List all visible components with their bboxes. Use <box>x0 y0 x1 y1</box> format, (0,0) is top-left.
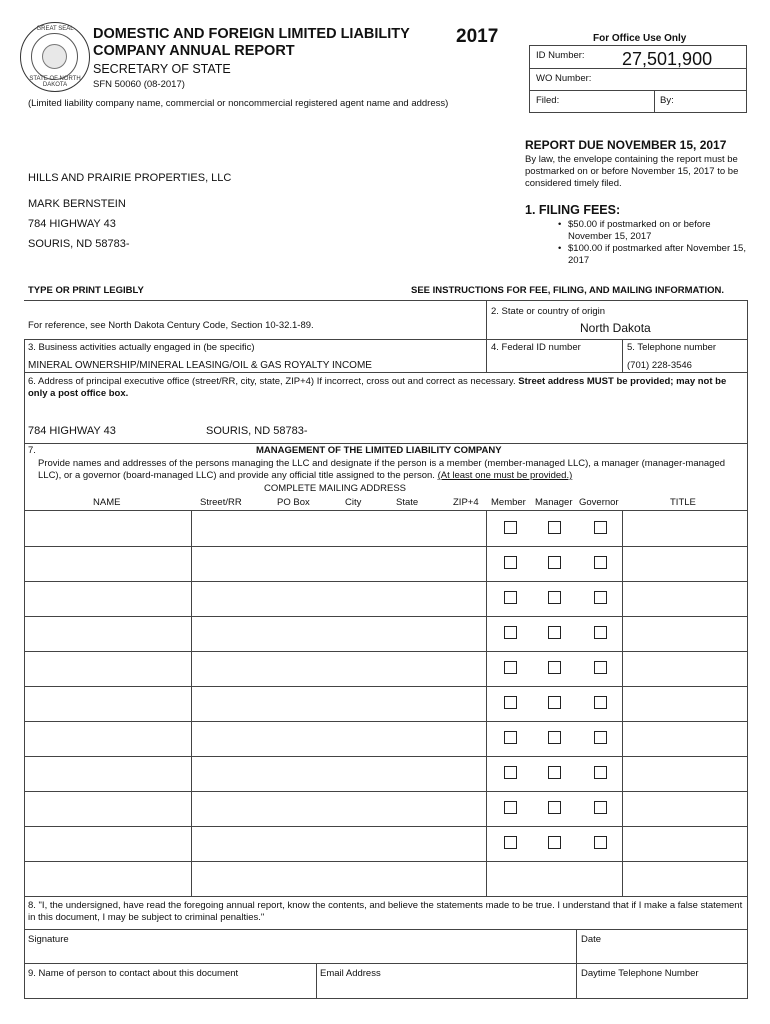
member-checkbox[interactable] <box>504 626 517 639</box>
instructions-note: SEE INSTRUCTIONS FOR FEE, FILING, AND MAILING INFORMATION. <box>411 285 724 296</box>
daytime-phone-label: Daytime Telephone Number <box>581 968 699 979</box>
management-number: 7. <box>28 445 36 456</box>
seal-bottom-text: STATE OF NORTH DAKOTA <box>29 76 81 88</box>
agent-caption: (Limited liability company name, commercial or noncommercial registered agent name and address) <box>28 98 449 109</box>
member-checkbox[interactable] <box>504 556 517 569</box>
governor-checkbox[interactable] <box>594 626 607 639</box>
column-header-title: TITLE <box>670 497 696 508</box>
manager-checkbox[interactable] <box>548 801 561 814</box>
manager-checkbox[interactable] <box>548 731 561 744</box>
manager-checkbox[interactable] <box>548 836 561 849</box>
telephone-label: 5. Telephone number <box>627 342 717 353</box>
column-header-name: NAME <box>93 497 121 508</box>
column-header-po-box: PO Box <box>277 497 310 508</box>
telephone-value[interactable]: (701) 228-3546 <box>627 360 692 371</box>
form-year: 2017 <box>456 26 499 47</box>
member-checkbox[interactable] <box>504 696 517 709</box>
fees-list <box>556 219 746 267</box>
manager-checkbox[interactable] <box>548 556 561 569</box>
federal-id-label: 4. Federal ID number <box>491 342 581 353</box>
fee-item: • $50.00 if postmarked on or before November 15, 2017 <box>556 219 746 243</box>
principal-office-requirement: Street address MUST be provided; may not be only a post office box. <box>28 376 727 399</box>
form-number: SFN 50060 (08-2017) <box>93 79 185 90</box>
wo-number-label: WO Number: <box>536 73 592 84</box>
contact-name-label: 9. Name of person to contact about this document <box>28 968 239 979</box>
filed-label: Filed: <box>536 95 560 106</box>
column-header-member: Member <box>491 497 526 508</box>
member-checkbox[interactable] <box>504 661 517 674</box>
member-checkbox[interactable] <box>504 521 517 534</box>
governor-checkbox[interactable] <box>594 661 607 674</box>
business-activities-label: 3. Business activities actually engaged in (be specific) <box>28 342 255 353</box>
id-number-value: 27,501,900 <box>622 49 713 69</box>
by-label: By: <box>660 95 674 106</box>
management-description: Provide names and addresses of the persons managing the LLC and designate if the person is a member (member-managed LLC), a manager (manager-managed LLC), or a governor (board-managed LLC) and provide any official title assigned to the person. (At least one must be provided.) <box>38 458 726 481</box>
office-use-title: For Office Use Only <box>593 33 687 44</box>
principal-office-city[interactable]: SOURIS, ND 58783- <box>206 425 308 437</box>
type-print-note: TYPE OR PRINT LEGIBLY <box>28 285 144 296</box>
state-seal <box>20 22 90 92</box>
business-activities-value[interactable]: MINERAL OWNERSHIP/MINERAL LEASING/OIL & GAS ROYALTY INCOME <box>28 360 372 371</box>
fee-item: • $100.00 if postmarked after November 15, 2017 <box>556 243 746 267</box>
state-origin-value[interactable]: North Dakota <box>580 321 651 335</box>
governor-checkbox[interactable] <box>594 521 607 534</box>
seal-top-text: GREAT SEAL <box>36 26 74 32</box>
manager-checkbox[interactable] <box>548 626 561 639</box>
principal-office-label: 6. Address of principal executive office (street/RR, city, state, ZIP+4) If incorrect, cross out and correct as necessary. Street address MUST be provided; may not be only a post office box. <box>28 376 727 399</box>
column-header-zip: ZIP+4 <box>453 497 479 508</box>
column-header-governor: Governor <box>579 497 619 508</box>
column-header-city: City <box>345 497 362 508</box>
signature-label: Signature <box>28 934 69 945</box>
governor-checkbox[interactable] <box>594 801 607 814</box>
manager-checkbox[interactable] <box>548 766 561 779</box>
column-header-street: Street/RR <box>200 497 242 508</box>
agency-name: SECRETARY OF STATE <box>93 62 231 76</box>
agent-street: 784 HIGHWAY 43 <box>28 218 116 230</box>
governor-checkbox[interactable] <box>594 696 607 709</box>
member-checkbox[interactable] <box>504 766 517 779</box>
governor-checkbox[interactable] <box>594 731 607 744</box>
due-heading: REPORT DUE NOVEMBER 15, 2017 <box>525 138 727 152</box>
column-header-state: State <box>396 497 419 508</box>
manager-checkbox[interactable] <box>548 661 561 674</box>
governor-checkbox[interactable] <box>594 836 607 849</box>
manager-checkbox[interactable] <box>548 521 561 534</box>
mailing-address-caption: COMPLETE MAILING ADDRESS <box>264 483 407 494</box>
member-checkbox[interactable] <box>504 591 517 604</box>
member-checkbox[interactable] <box>504 836 517 849</box>
manager-checkbox[interactable] <box>548 696 561 709</box>
state-origin-label: 2. State or country of origin <box>491 306 606 317</box>
certification-statement: 8. "I, the undersigned, have read the foregoing annual report, know the contents, and believe the statements made to be true. I understand that if I make a false statement in this document, I may be subject to criminal penalties." <box>28 900 743 923</box>
agent-city: SOURIS, ND 58783- <box>28 238 130 250</box>
management-requirement: (At least one must be provided.) <box>437 470 573 481</box>
governor-checkbox[interactable] <box>594 591 607 604</box>
principal-office-street[interactable]: 784 HIGHWAY 43 <box>28 425 116 437</box>
reference-note: For reference, see North Dakota Century Code, Section 10-32.1-89. <box>28 320 314 331</box>
manager-checkbox[interactable] <box>548 591 561 604</box>
agent-name: MARK BERNSTEIN <box>28 198 126 210</box>
due-text: By law, the envelope containing the report must be postmarked on or before November 15, 2017 to be considered timely filed. <box>525 154 739 189</box>
governor-checkbox[interactable] <box>594 556 607 569</box>
id-number-label: ID Number: <box>536 50 585 61</box>
governor-checkbox[interactable] <box>594 766 607 779</box>
management-heading: MANAGEMENT OF THE LIMITED LIABILITY COMPANY <box>256 445 502 456</box>
column-header-manager: Manager <box>535 497 573 508</box>
company-name: HILLS AND PRAIRIE PROPERTIES, LLC <box>28 172 232 184</box>
fees-heading: 1. FILING FEES: <box>525 203 621 217</box>
form-title: DOMESTIC AND FOREIGN LIMITED LIABILITY COMPANY ANNUAL REPORT <box>93 26 410 59</box>
email-label: Email Address <box>320 968 381 979</box>
member-checkbox[interactable] <box>504 731 517 744</box>
office-use-box <box>529 45 747 113</box>
date-label: Date <box>581 934 602 945</box>
member-checkbox[interactable] <box>504 801 517 814</box>
